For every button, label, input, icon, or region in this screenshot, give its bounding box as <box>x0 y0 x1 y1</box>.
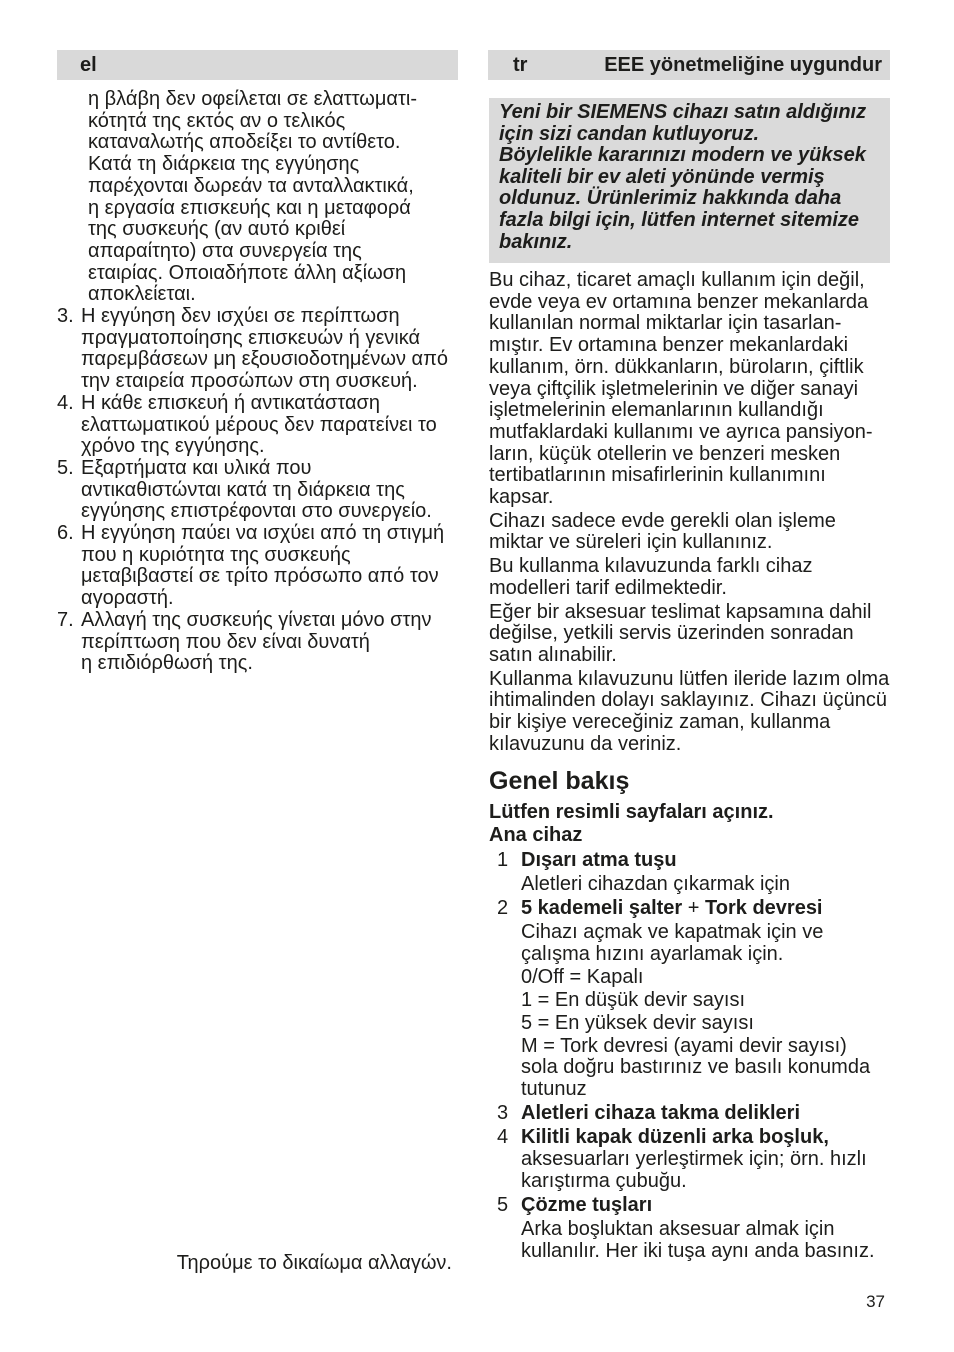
warranty-list-item <box>57 306 467 393</box>
main-unit-subheading: Ana cihaz <box>489 824 583 846</box>
language-code-el: el <box>80 54 97 76</box>
part-number: 1 <box>497 849 509 871</box>
language-code-tr: tr <box>513 54 528 76</box>
part-title: Dışarı atma tuşu <box>521 849 677 871</box>
intro-paragraph: Bu cihaz, ticaret amaçlı kullanım için değil, evde veya ev ortamına benzer mekanlarda kullanılan normal miktarlar için tasarlan- mıştır. Ev ortamına benzer mekanlardaki kullanım, örn. dükkanların, büroların, çiftlik veya çiftçilik işletmelerinin ve diğer sanayi işletmelerinin elemanlarının kullandığı mutfaklardaki kullanımı ve ayrıca pansiyon- ların, küçük otellerin ve benzeri mesken tertibatlarının misafirlerinin kullanımını kapsar. <box>489 269 873 509</box>
part-title: Kilitli kapak düzenli arka boşluk, <box>521 1126 829 1149</box>
intro-paragraph: Bu kullanma kılavuzunda farklı cihaz modelleri tarif edilmektedir. <box>489 555 813 599</box>
greek-warranty-text <box>57 89 467 675</box>
warranty-list-item <box>57 393 467 458</box>
warranty-item-number: 6. <box>57 522 74 545</box>
part-item <box>489 898 909 1101</box>
part-description: Aletleri cihazdan çıkarmak için <box>521 872 790 895</box>
parts-list <box>489 850 909 1262</box>
warranty-item-text: Η εγγύηση δεν ισχύει σε περίπτωση πραγματοποίησης επισκευών ή γενικά παρεμβάσεων μη εξουσιοδοτημένων από την εταιρεία προσώπων στη συσκευή. <box>81 305 448 393</box>
part-title-main: 5 kademeli şalter <box>521 896 683 919</box>
warranty-item-text: Εξαρτήματα και υλικά που αντικαθιστώνται κατά τη διάρκεια της εγγύησης επιστρέφονται στο συνεργείο. <box>81 456 432 523</box>
warranty-item-text: Η εγγύηση παύει να ισχύει από τη στιγμή που η κυριότητα της συσκευής μεταβιβαστεί σε τρίτο πρόσωπο από τον αγοραστή. <box>81 522 445 610</box>
part-item <box>489 850 909 896</box>
part-title <box>521 898 909 920</box>
warranty-item-text: Η κάθε επισκευή ή αντικατάσταση ελαττωματικού μέρους δεν παρατείνει το χρόνο της εγγύησης. <box>81 391 437 458</box>
warranty-list-item <box>57 523 467 610</box>
part-item <box>489 1103 909 1125</box>
intro-paragraph: Cihazı sadece evde gerekli olan işleme miktar ve süreleri için kullanınız. <box>489 509 836 554</box>
section-header-title: EEE yönetmeliğine uygundur <box>604 54 882 76</box>
congratulations-box <box>489 98 890 263</box>
turkish-section-header-bar <box>488 50 890 80</box>
page-number: 37 <box>866 1292 885 1311</box>
part-title: Çözme tuşları <box>521 1193 653 1216</box>
warranty-continuation-paragraph: η βλάβη δεν οφείλεται σε ελαττωματι- κότητά της εκτός αν ο τελικός καταναλωτής αποδείξει το αντίθετο. Κατά τη διάρκεια της εγγύησης παρέχονται δωρεάν τα ανταλλακτικά, η εργασία επισκευής και η μεταφορά της συσκευής (αν αυτό κριθεί απαραίτητο) στα συνεργεία της εταιρίας. Οποιαδήποτε άλλη αξίωση αποκλείεται. <box>88 88 417 306</box>
part-title: Aletleri cihaza takma delikleri <box>521 1102 801 1125</box>
warranty-item-number: 5. <box>57 456 74 479</box>
part-description: Cihazı açmak ve kapatmak için ve çalışma hızını ayarlamak için. <box>521 920 824 965</box>
warranty-list-item <box>57 610 467 675</box>
intro-paragraph: Kullanma kılavuzunu lütfen ileride lazım olma ihtimalinden dolayı saklayınız. Cihazı üçüncü bir kişiye vereceğiniz zaman, kullanma kılavuzunu da veriniz. <box>489 667 890 755</box>
open-picture-pages-instruction: Lütfen resimli sayfaları açınız. <box>489 801 774 823</box>
usage-information <box>489 270 909 755</box>
part-description: Arka boşluktan aksesuar almak için kullanılır. Her iki tuşa aynı anda basınız. <box>521 1217 875 1262</box>
warranty-list-item <box>57 458 467 523</box>
part-title-extra: Tork devresi <box>705 896 823 919</box>
overview-heading: Genel bakış <box>489 767 630 795</box>
part-item <box>489 1195 909 1263</box>
part-number: 5 <box>497 1193 509 1216</box>
warranty-item-number: 7. <box>57 608 74 631</box>
part-number: 4 <box>497 1126 509 1149</box>
part-description: aksesuarları yerleştirmek için; örn. hızlı karıştırma çubuğu. <box>521 1148 867 1192</box>
part-title-joiner: + <box>687 896 700 919</box>
reservation-of-changes-note: Τηρούμε το δικαίωμα αλλαγών. <box>176 1252 452 1274</box>
warranty-item-number: 4. <box>57 391 74 414</box>
switch-setting: 0/Off = Kapalı <box>521 965 644 988</box>
congratulations-text: Yeni bir SIEMENS cihazı satın aldığınız için sizi candan kutluyoruz. Böylelikle kararınızı modern ve yüksek kaliteli bir ev aleti yönünde vermiş oldunuz. Ürünlerimiz hakkında daha fazla bilgi için, lütfen internet sitemize bakınız. <box>499 101 867 253</box>
switch-setting: 1 = En düşük devir sayısı <box>521 988 746 1011</box>
switch-setting: M = Tork devresi (ayami devir sayısı) sola doğru bastırınız ve basılı konumda tutunuz <box>521 1034 871 1101</box>
intro-paragraph: Eğer bir aksesuar teslimat kapsamına dahil değilse, yetkili servis üzerinden sonradan satın alınabilir. <box>489 600 872 666</box>
part-item <box>489 1127 909 1192</box>
warranty-item-text: Αλλαγή της συσκευής γίνεται μόνο στην περίπτωση που δεν είναι δυνατή η επιδιόρθωσή της. <box>81 608 432 675</box>
warranty-item-number: 3. <box>57 305 74 328</box>
part-number: 3 <box>497 1102 509 1125</box>
greek-section-header-bar <box>57 50 458 80</box>
switch-setting: 5 = En yüksek devir sayısı <box>521 1011 754 1034</box>
part-number: 2 <box>497 896 509 919</box>
